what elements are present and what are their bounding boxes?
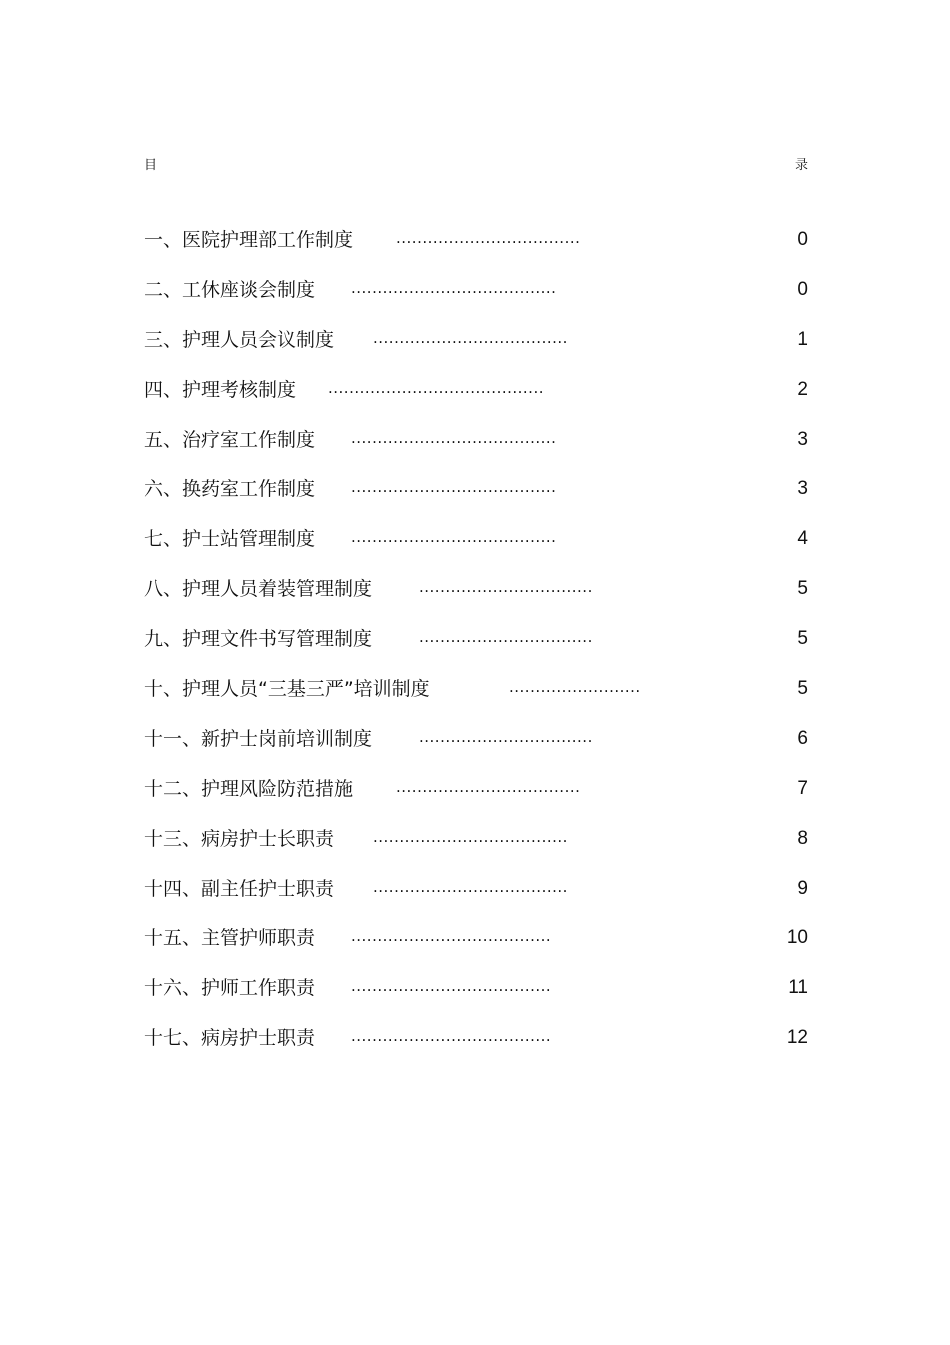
toc-entry-page-number: 5 — [797, 578, 808, 600]
toc-entry-title: 十一、新护士岗前培训制度 — [144, 727, 373, 750]
toc-entry-title: 十四、副主任护士职责 — [144, 877, 335, 900]
toc-entry-leader: ......................... — [509, 678, 641, 697]
toc-entry[interactable] — [144, 475, 808, 525]
toc-entry-leader: ....................................... — [351, 528, 557, 547]
toc-entry-title: 六、换药室工作制度 — [144, 478, 316, 501]
toc-entry-title: 十、护理人员“三基三严”培训制度 — [144, 678, 430, 701]
toc-entry[interactable] — [144, 226, 808, 276]
toc-entry-leader: ...................................... — [351, 1027, 552, 1046]
toc-entry-page-number: 6 — [797, 727, 808, 749]
toc-entry-page-number: 10 — [786, 927, 808, 949]
toc-entry[interactable] — [144, 376, 808, 426]
toc-entry[interactable] — [144, 875, 808, 925]
toc-entry-page-number: 1 — [797, 328, 808, 350]
toc-entry[interactable] — [144, 924, 808, 974]
toc-entry-title: 五、治疗室工作制度 — [144, 428, 316, 451]
toc-entry-leader: ...................................... — [351, 927, 552, 946]
toc-entry-leader: ....................................... — [351, 278, 557, 297]
toc-entry-leader: ....................................... — [351, 428, 557, 447]
toc-entry[interactable] — [144, 326, 808, 376]
toc-entry-page-number: 3 — [797, 478, 808, 500]
toc-entry-title: 九、护理文件书写管理制度 — [144, 628, 373, 651]
toc-entry-leader: ................................... — [396, 229, 581, 247]
toc-entry-leader: ................................. — [419, 727, 593, 746]
toc-entry-title: 八、护理人员着装管理制度 — [144, 578, 373, 601]
toc-entry-title: 二、工休座谈会制度 — [144, 278, 316, 301]
toc-entry[interactable] — [144, 825, 808, 875]
toc-entry[interactable] — [144, 525, 808, 575]
toc-entry-page-number: 12 — [786, 1027, 808, 1049]
toc-entry-title: 四、护理考核制度 — [144, 378, 297, 401]
toc-entry[interactable] — [144, 625, 808, 675]
toc-entry-title: 十二、护理风险防范措施 — [144, 777, 354, 800]
toc-entry-title: 十五、主管护师职责 — [144, 927, 316, 950]
toc-entry-page-number: 0 — [797, 278, 808, 300]
toc-entry-leader: ...................................... — [351, 977, 552, 996]
toc-entry-leader: ......................................... — [328, 378, 544, 397]
toc-entry-leader: ....................................... — [351, 478, 557, 497]
toc-entry-title: 十三、病房护士长职责 — [144, 827, 335, 850]
toc-entry-leader: ................................. — [419, 578, 593, 597]
toc-entry-page-number: 5 — [797, 628, 808, 650]
toc-entry-page-number: 4 — [797, 528, 808, 550]
toc-entry-page-number: 7 — [797, 777, 808, 799]
toc-heading — [144, 154, 808, 174]
toc-entry[interactable] — [144, 675, 808, 725]
toc-entry-page-number: 8 — [797, 827, 808, 849]
toc-entry-leader: ..................................... — [373, 877, 568, 896]
toc-entry[interactable] — [144, 725, 808, 775]
toc-entry[interactable] — [144, 775, 808, 825]
toc-entry-title: 七、护士站管理制度 — [144, 528, 316, 551]
toc-heading-left: 目 — [144, 158, 158, 173]
toc-heading-right: 录 — [794, 158, 808, 173]
toc-entry-title: 十七、病房护士职责 — [144, 1027, 316, 1050]
toc-entry-page-number: 5 — [797, 678, 808, 700]
toc-entry[interactable] — [144, 575, 808, 625]
toc-entry[interactable] — [144, 1024, 808, 1074]
toc-entry-page-number: 2 — [797, 378, 808, 400]
toc-entry[interactable] — [144, 426, 808, 476]
toc-entry-page-number: 3 — [797, 428, 808, 450]
toc-entry-leader: ................................. — [419, 628, 593, 647]
toc-entry-leader: ..................................... — [373, 827, 568, 846]
toc-entry-page-number: 9 — [797, 877, 808, 899]
toc-entry-leader: ................................... — [396, 777, 581, 796]
toc-entry[interactable] — [144, 276, 808, 326]
toc-entry-page-number: 0 — [797, 229, 808, 250]
toc-entry[interactable] — [144, 974, 808, 1024]
toc-entry-leader: ..................................... — [373, 328, 568, 347]
toc-entry-page-number: 11 — [788, 977, 808, 999]
toc-entry-title: 十六、护师工作职责 — [144, 977, 316, 1000]
toc-entry-title: 一、医院护理部工作制度 — [144, 229, 354, 251]
toc-entry-title: 三、护理人员会议制度 — [144, 328, 335, 351]
toc-list — [144, 226, 808, 1074]
